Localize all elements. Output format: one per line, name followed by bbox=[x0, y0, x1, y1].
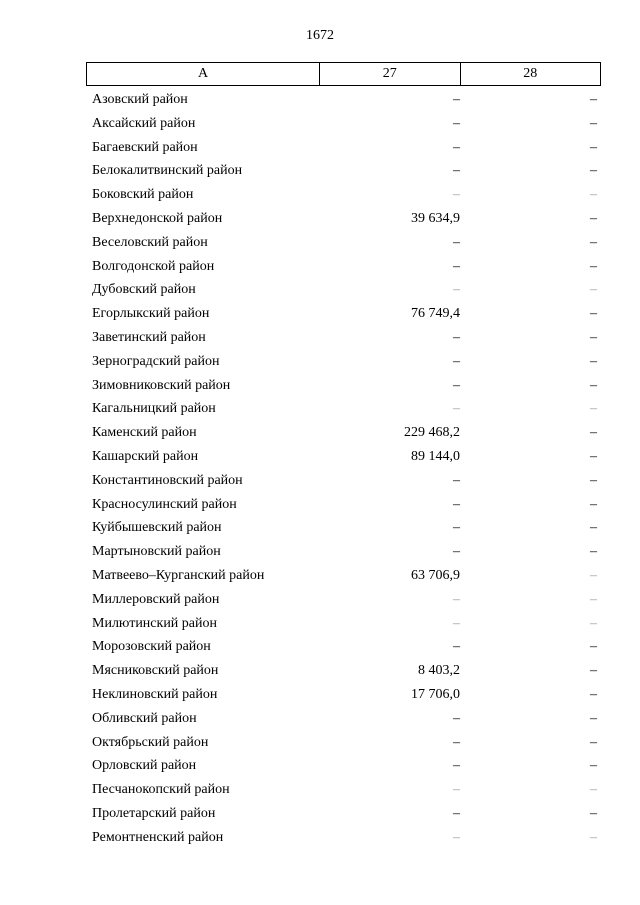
value-col-28: – bbox=[590, 258, 597, 274]
table-row bbox=[86, 659, 601, 683]
value-col-27: – bbox=[453, 782, 460, 798]
value-col-27: – bbox=[453, 520, 460, 536]
value-col-27: – bbox=[453, 92, 460, 107]
value-col-28: – bbox=[590, 734, 597, 750]
district-name: Аксайский район bbox=[92, 115, 196, 131]
value-col-27: – bbox=[453, 496, 460, 512]
value-col-27: – bbox=[453, 139, 460, 155]
district-name: Каменский район bbox=[92, 425, 197, 441]
district-name: Константиновский район bbox=[92, 472, 243, 488]
value-col-28: – bbox=[590, 425, 597, 441]
district-name: Зерноградский район bbox=[92, 353, 220, 369]
header-row bbox=[87, 63, 601, 86]
table-row bbox=[86, 802, 601, 826]
table-row bbox=[86, 159, 601, 183]
district-name: Песчанокопский район bbox=[92, 782, 230, 798]
district-name: Кагальницкий район bbox=[92, 401, 216, 417]
value-col-28: – bbox=[590, 92, 597, 107]
table-row bbox=[86, 635, 601, 659]
table-row bbox=[86, 278, 601, 302]
value-col-27: – bbox=[453, 829, 460, 845]
table-row bbox=[86, 88, 601, 112]
value-col-27: 63 706,9 bbox=[411, 567, 460, 583]
district-name: Красносулинский район bbox=[92, 496, 237, 512]
table-row bbox=[86, 683, 601, 707]
value-col-27: – bbox=[453, 472, 460, 488]
district-name: Боковский район bbox=[92, 187, 194, 203]
value-col-28: – bbox=[590, 496, 597, 512]
table-row bbox=[86, 183, 601, 207]
page-number: 1672 bbox=[306, 28, 334, 43]
value-col-27: – bbox=[453, 758, 460, 774]
table-row bbox=[86, 302, 601, 326]
value-col-27: 39 634,9 bbox=[411, 210, 460, 226]
district-name: Октябрьский район bbox=[92, 734, 209, 750]
value-col-28: – bbox=[590, 353, 597, 369]
value-col-28: – bbox=[590, 710, 597, 726]
value-col-27: – bbox=[453, 805, 460, 821]
table-row bbox=[86, 778, 601, 802]
value-col-27: – bbox=[453, 282, 460, 298]
table-row bbox=[86, 564, 601, 588]
value-col-28: – bbox=[590, 329, 597, 345]
district-name: Куйбышевский район bbox=[92, 520, 222, 536]
district-name: Пролетарский район bbox=[92, 805, 216, 821]
header-col-28: 28 bbox=[460, 63, 600, 86]
value-col-27: – bbox=[453, 258, 460, 274]
table-row bbox=[86, 612, 601, 636]
district-name: Дубовский район bbox=[92, 282, 196, 298]
value-col-28: – bbox=[590, 115, 597, 131]
table-row bbox=[86, 516, 601, 540]
table-row bbox=[86, 754, 601, 778]
header-col-27: 27 bbox=[320, 63, 460, 86]
table-row bbox=[86, 540, 601, 564]
value-col-28: – bbox=[590, 758, 597, 774]
value-col-27: 76 749,4 bbox=[411, 306, 460, 322]
district-name: Азовский район bbox=[92, 92, 188, 107]
value-col-27: – bbox=[453, 329, 460, 345]
value-col-28: – bbox=[590, 544, 597, 560]
district-name: Орловский район bbox=[92, 758, 197, 774]
value-col-27: – bbox=[453, 615, 460, 631]
value-col-28: – bbox=[590, 210, 597, 226]
value-col-28: – bbox=[590, 686, 597, 702]
district-name: Егорлыкский район bbox=[92, 306, 210, 322]
district-name: Заветинский район bbox=[92, 329, 206, 345]
value-col-27: – bbox=[453, 401, 460, 417]
table-row bbox=[86, 231, 601, 255]
district-name: Матвеево–Курганский район bbox=[92, 567, 265, 583]
district-name: Веселовский район bbox=[92, 234, 208, 250]
district-name: Неклиновский район bbox=[92, 686, 218, 702]
table-row bbox=[86, 136, 601, 160]
value-col-27: – bbox=[453, 639, 460, 655]
district-name: Миллеровский район bbox=[92, 591, 220, 607]
table-row bbox=[86, 326, 601, 350]
value-col-28: – bbox=[590, 829, 597, 845]
district-name: Зимовниковский район bbox=[92, 377, 231, 393]
header-col-a: A bbox=[87, 63, 320, 86]
district-name: Обливский район bbox=[92, 710, 197, 726]
table-row bbox=[86, 255, 601, 279]
table-row bbox=[86, 445, 601, 469]
district-name: Морозовский район bbox=[92, 639, 211, 655]
value-col-27: – bbox=[453, 234, 460, 250]
value-col-27: 229 468,2 bbox=[404, 425, 460, 441]
table-row bbox=[86, 826, 601, 850]
table-header bbox=[86, 62, 601, 86]
district-name: Ремонтненский район bbox=[92, 829, 224, 845]
table-body bbox=[86, 88, 601, 850]
value-col-28: – bbox=[590, 782, 597, 798]
value-col-27: – bbox=[453, 377, 460, 393]
value-col-28: – bbox=[590, 472, 597, 488]
table-row bbox=[86, 493, 601, 517]
value-col-28: – bbox=[590, 377, 597, 393]
value-col-27: – bbox=[453, 591, 460, 607]
value-col-28: – bbox=[590, 139, 597, 155]
value-col-27: – bbox=[453, 187, 460, 203]
value-col-28: – bbox=[590, 805, 597, 821]
value-col-28: – bbox=[590, 234, 597, 250]
value-col-28: – bbox=[590, 187, 597, 203]
value-col-27: – bbox=[453, 163, 460, 179]
table-row bbox=[86, 469, 601, 493]
value-col-27: – bbox=[453, 710, 460, 726]
table-row bbox=[86, 112, 601, 136]
value-col-27: 89 144,0 bbox=[411, 448, 460, 464]
value-col-28: – bbox=[590, 639, 597, 655]
district-name: Мясниковский район bbox=[92, 663, 219, 679]
table-row bbox=[86, 374, 601, 398]
value-col-28: – bbox=[590, 448, 597, 464]
value-col-27: – bbox=[453, 734, 460, 750]
value-col-27: – bbox=[453, 353, 460, 369]
value-col-27: – bbox=[453, 544, 460, 560]
table-row bbox=[86, 588, 601, 612]
table-row bbox=[86, 350, 601, 374]
district-name: Кашарский район bbox=[92, 448, 199, 464]
value-col-28: – bbox=[590, 615, 597, 631]
district-name: Мартыновский район bbox=[92, 544, 221, 560]
value-col-28: – bbox=[590, 567, 597, 583]
value-col-28: – bbox=[590, 520, 597, 536]
value-col-27: – bbox=[453, 115, 460, 131]
value-col-28: – bbox=[590, 663, 597, 679]
value-col-28: – bbox=[590, 591, 597, 607]
district-name: Милютинский район bbox=[92, 615, 218, 631]
district-name: Волгодонской район bbox=[92, 258, 215, 274]
table-row bbox=[86, 421, 601, 445]
table-row bbox=[86, 707, 601, 731]
value-col-28: – bbox=[590, 163, 597, 179]
district-name: Верхнедонской район bbox=[92, 210, 223, 226]
district-name: Багаевский район bbox=[92, 139, 198, 155]
value-col-28: – bbox=[590, 282, 597, 298]
table-row bbox=[86, 397, 601, 421]
table-row bbox=[86, 207, 601, 231]
value-col-27: 8 403,2 bbox=[418, 663, 460, 679]
value-col-28: – bbox=[590, 306, 597, 322]
table-row bbox=[86, 731, 601, 755]
value-col-28: – bbox=[590, 401, 597, 417]
district-name: Белокалитвинский район bbox=[92, 163, 243, 179]
value-col-27: 17 706,0 bbox=[411, 686, 460, 702]
